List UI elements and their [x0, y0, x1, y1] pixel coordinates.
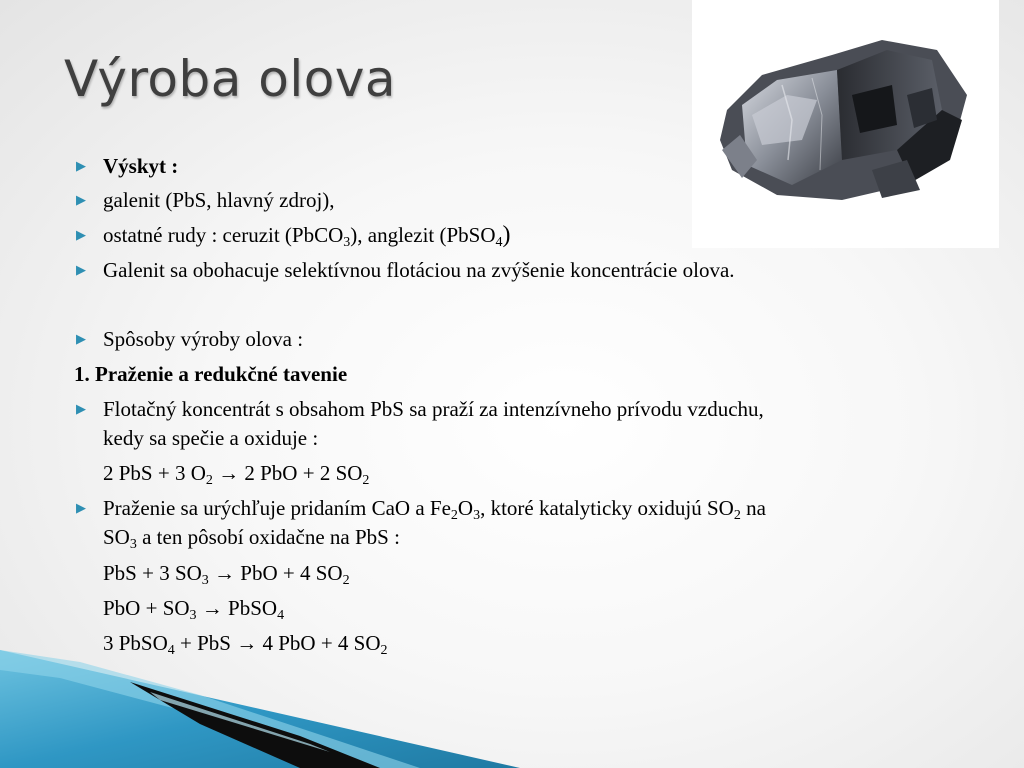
bullet-arrow-icon: ▶	[76, 262, 86, 277]
bullet-arrow-icon: ▶	[76, 500, 86, 515]
text: 3 PbSO	[103, 631, 168, 655]
text: → PbSO	[196, 596, 278, 620]
bullet-concentrate: Flotačný koncentrát s obsahom PbS sa praží za intenzívneho prívodu vzduchu,	[103, 397, 764, 421]
text: SO	[103, 525, 130, 549]
bullet-accelerate-cont	[103, 525, 400, 552]
bullet-arrow-icon: ▶	[76, 158, 86, 173]
subscript: 2	[450, 508, 458, 523]
subscript: 2	[733, 508, 741, 523]
equation-1	[103, 461, 370, 488]
subscript: 4	[495, 235, 503, 250]
subscript: 4	[167, 643, 175, 658]
bullet-accelerate	[103, 496, 766, 523]
text: + PbS → 4 PbO + 4 SO	[174, 631, 381, 655]
text: PbS + 3 SO	[103, 561, 202, 585]
slide-title: Výroba olova	[64, 50, 397, 108]
text: a ten pôsobí oxidačne na PbS :	[136, 525, 400, 549]
text: O	[457, 496, 474, 520]
equation-2	[103, 561, 350, 588]
text: → PbO + 4 SO	[208, 561, 343, 585]
equation-3	[103, 596, 285, 623]
subscript: 3	[201, 573, 209, 588]
text: )	[502, 222, 511, 248]
text: → 2 PbO + 2 SO	[212, 461, 363, 485]
bullet-production-methods: Spôsoby výroby olova :	[103, 327, 304, 351]
decorative-wave-graphic	[0, 640, 520, 768]
text: na	[740, 496, 766, 520]
subscript: 3	[189, 608, 197, 623]
bullet-arrow-icon: ▶	[76, 331, 86, 346]
text: , ktoré katalyticky oxidujú SO	[480, 496, 734, 520]
bullet-arrow-icon: ▶	[76, 227, 86, 242]
subscript: 2	[362, 473, 370, 488]
subscript: 3	[473, 508, 481, 523]
text: 2 PbS + 3 O	[103, 461, 206, 485]
text: ), anglezit (PbSO	[350, 223, 496, 247]
bullet-flotation: Galenit sa obohacuje selektívnou flotáciou na zvýšenie koncentrácie olova.	[103, 258, 735, 282]
subscript: 3	[343, 235, 351, 250]
bullet-arrow-icon: ▶	[76, 192, 86, 207]
bullet-galena: galenit (PbS, hlavný zdroj),	[103, 188, 335, 212]
subscript: 2	[380, 643, 388, 658]
subscript: 3	[129, 537, 137, 552]
bullet-other-ores	[103, 222, 511, 250]
subscript: 2	[205, 473, 213, 488]
subscript: 4	[277, 608, 285, 623]
bullet-occurrence: Výskyt :	[103, 154, 179, 178]
text: ostatné rudy : ceruzit (PbCO	[103, 223, 344, 247]
section-heading-roasting: 1. Praženie a redukčné tavenie	[74, 362, 348, 386]
bullet-arrow-icon: ▶	[76, 401, 86, 416]
bullet-concentrate-cont: kedy sa spečie a oxiduje :	[103, 426, 319, 450]
subscript: 2	[342, 573, 350, 588]
text: PbO + SO	[103, 596, 190, 620]
text: Praženie sa urýchľuje pridaním CaO a Fe	[103, 496, 451, 520]
